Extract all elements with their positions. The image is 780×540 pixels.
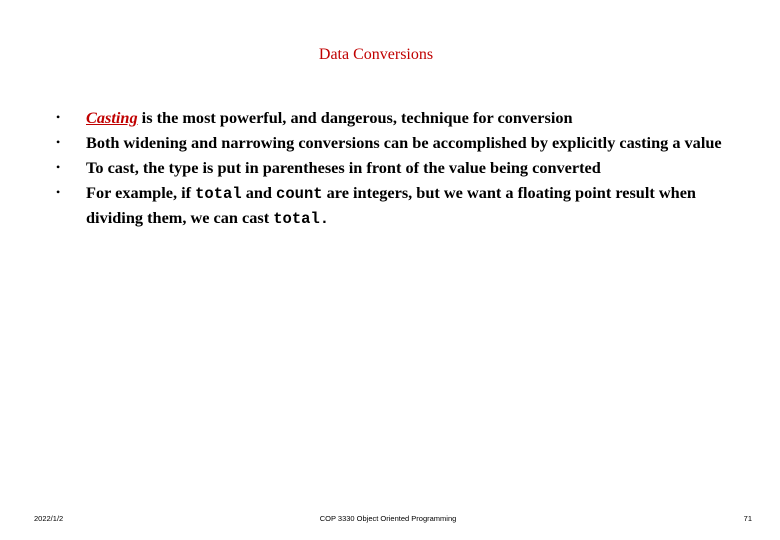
bullet-item-how-to-cast <box>56 156 746 179</box>
bullet-text: are integers, but we want a floating point result when dividing them, we can cast <box>86 183 696 227</box>
bullet-text: and <box>241 183 277 202</box>
bullet-list <box>56 106 746 233</box>
bullet-item-example <box>56 181 746 231</box>
bullet-text: To cast, the type is put in parentheses in front of the value being converted <box>86 158 601 177</box>
bullet-marker: • <box>56 135 61 149</box>
code-identifier-count: count <box>276 185 323 203</box>
code-identifier-total: total <box>273 210 320 228</box>
bullet-marker: • <box>56 160 61 174</box>
footer-date: 2022/1/2 <box>34 514 64 523</box>
code-identifier-total: total <box>195 185 242 203</box>
bullet-item-widening-narrowing <box>56 131 746 154</box>
bullet-text-period: . <box>319 210 330 228</box>
bullet-text: is the most powerful, and dangerous, technique for conversion <box>137 108 573 127</box>
bullet-marker: • <box>56 185 61 199</box>
bullet-item-casting <box>56 106 746 129</box>
footer-course-name: COP 3330 Object Oriented Programming <box>319 514 457 523</box>
highlighted-term: Casting <box>86 108 138 127</box>
footer-page-number: 71 <box>743 514 752 523</box>
bullet-marker: • <box>56 110 61 124</box>
bullet-text: Both widening and narrowing conversions can be accomplished by explicitly casting a value <box>86 133 722 152</box>
bullet-text: For example, if <box>86 183 196 202</box>
slide-title: Data Conversions <box>318 46 434 63</box>
